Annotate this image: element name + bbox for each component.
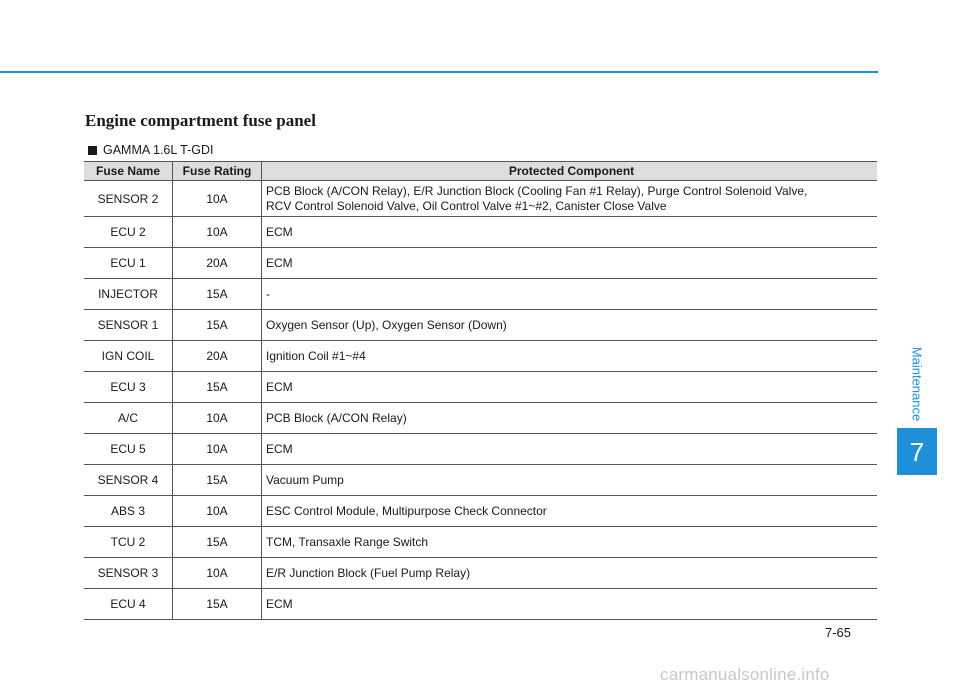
fuse-rating-cell: 10A	[173, 217, 262, 248]
table-row	[84, 217, 877, 248]
protected-component-line: PCB Block (A/CON Relay), E/R Junction Block (Cooling Fan #1 Relay), Purge Control Solenoid Valve,	[266, 183, 808, 198]
protected-component-cell	[262, 181, 878, 217]
protected-component-cell	[262, 496, 878, 527]
protected-component-line: -	[266, 286, 270, 301]
protected-component-cell	[262, 310, 878, 341]
protected-component-cell	[262, 558, 878, 589]
protected-component-cell	[262, 248, 878, 279]
protected-component-cell	[262, 341, 878, 372]
fuse-name-cell: A/C	[84, 403, 173, 434]
fuse-rating-cell: 10A	[173, 403, 262, 434]
fuse-rating-cell: 15A	[173, 310, 262, 341]
table-row	[84, 372, 877, 403]
table-row	[84, 558, 877, 589]
fuse-rating-cell: 15A	[173, 527, 262, 558]
fuse-name-cell: SENSOR 4	[84, 465, 173, 496]
protected-component-line: TCM, Transaxle Range Switch	[266, 534, 429, 549]
table-row	[84, 341, 877, 372]
protected-component-line: ECM	[266, 379, 293, 394]
header-fuse-name: Fuse Name	[84, 162, 173, 181]
table-row	[84, 248, 877, 279]
table-row	[84, 403, 877, 434]
fuse-name-cell: ABS 3	[84, 496, 173, 527]
protected-component-cell	[262, 217, 878, 248]
chapter-tab-label: Maintenance	[909, 346, 925, 422]
table-row	[84, 310, 877, 341]
table-row	[84, 279, 877, 310]
protected-component-line: Ignition Coil #1~#4	[266, 348, 366, 363]
header-protected-component: Protected Component	[262, 162, 878, 181]
fuse-table	[84, 161, 877, 620]
table-row	[84, 589, 877, 620]
fuse-rating-cell: 10A	[173, 181, 262, 217]
protected-component-cell	[262, 589, 878, 620]
protected-component-cell	[262, 279, 878, 310]
protected-component-line: PCB Block (A/CON Relay)	[266, 410, 407, 425]
engine-subheading	[88, 143, 213, 157]
fuse-table-body	[84, 181, 877, 620]
protected-component-line: RCV Control Solenoid Valve, Oil Control Valve #1~#2, Canister Close Valve	[266, 198, 667, 213]
fuse-rating-cell: 10A	[173, 558, 262, 589]
protected-component-line: ECM	[266, 441, 293, 456]
top-rule	[0, 71, 878, 73]
protected-component-line: ECM	[266, 255, 293, 270]
fuse-rating-cell: 20A	[173, 341, 262, 372]
fuse-name-cell: SENSOR 3	[84, 558, 173, 589]
fuse-rating-cell: 15A	[173, 279, 262, 310]
square-bullet-icon	[88, 146, 97, 155]
fuse-name-cell: IGN COIL	[84, 341, 173, 372]
protected-component-line: ESC Control Module, Multipurpose Check Connector	[266, 503, 547, 518]
section-title: Engine compartment fuse panel	[85, 111, 316, 130]
fuse-name-cell: TCU 2	[84, 527, 173, 558]
watermark: carmanualsonline.info	[660, 665, 830, 684]
chapter-number: 7	[909, 437, 925, 467]
protected-component-cell	[262, 434, 878, 465]
table-row	[84, 465, 877, 496]
protected-component-line: Oxygen Sensor (Up), Oxygen Sensor (Down)	[266, 317, 507, 332]
engine-label: GAMMA 1.6L T-GDI	[103, 143, 214, 157]
protected-component-line: ECM	[266, 596, 293, 611]
fuse-rating-cell: 20A	[173, 248, 262, 279]
table-row	[84, 527, 877, 558]
table-row	[84, 434, 877, 465]
protected-component-cell	[262, 465, 878, 496]
table-row	[84, 181, 877, 217]
page-number: 7-65	[825, 625, 852, 640]
protected-component-line: E/R Junction Block (Fuel Pump Relay)	[266, 565, 471, 580]
fuse-name-cell: ECU 3	[84, 372, 173, 403]
protected-component-line: Vacuum Pump	[266, 472, 344, 487]
header-fuse-rating: Fuse Rating	[173, 162, 262, 181]
table-row	[84, 496, 877, 527]
fuse-name-cell: ECU 5	[84, 434, 173, 465]
protected-component-cell	[262, 372, 878, 403]
fuse-name-cell: ECU 2	[84, 217, 173, 248]
fuse-name-cell: INJECTOR	[84, 279, 173, 310]
fuse-name-cell: ECU 1	[84, 248, 173, 279]
protected-component-line: ECM	[266, 224, 293, 239]
fuse-name-cell: SENSOR 1	[84, 310, 173, 341]
fuse-rating-cell: 15A	[173, 465, 262, 496]
fuse-name-cell: SENSOR 2	[84, 181, 173, 217]
fuse-rating-cell: 10A	[173, 496, 262, 527]
table-header-row	[84, 162, 877, 181]
fuse-rating-cell: 15A	[173, 589, 262, 620]
fuse-rating-cell: 10A	[173, 434, 262, 465]
fuse-name-cell: ECU 4	[84, 589, 173, 620]
protected-component-cell	[262, 403, 878, 434]
protected-component-cell	[262, 527, 878, 558]
fuse-rating-cell: 15A	[173, 372, 262, 403]
